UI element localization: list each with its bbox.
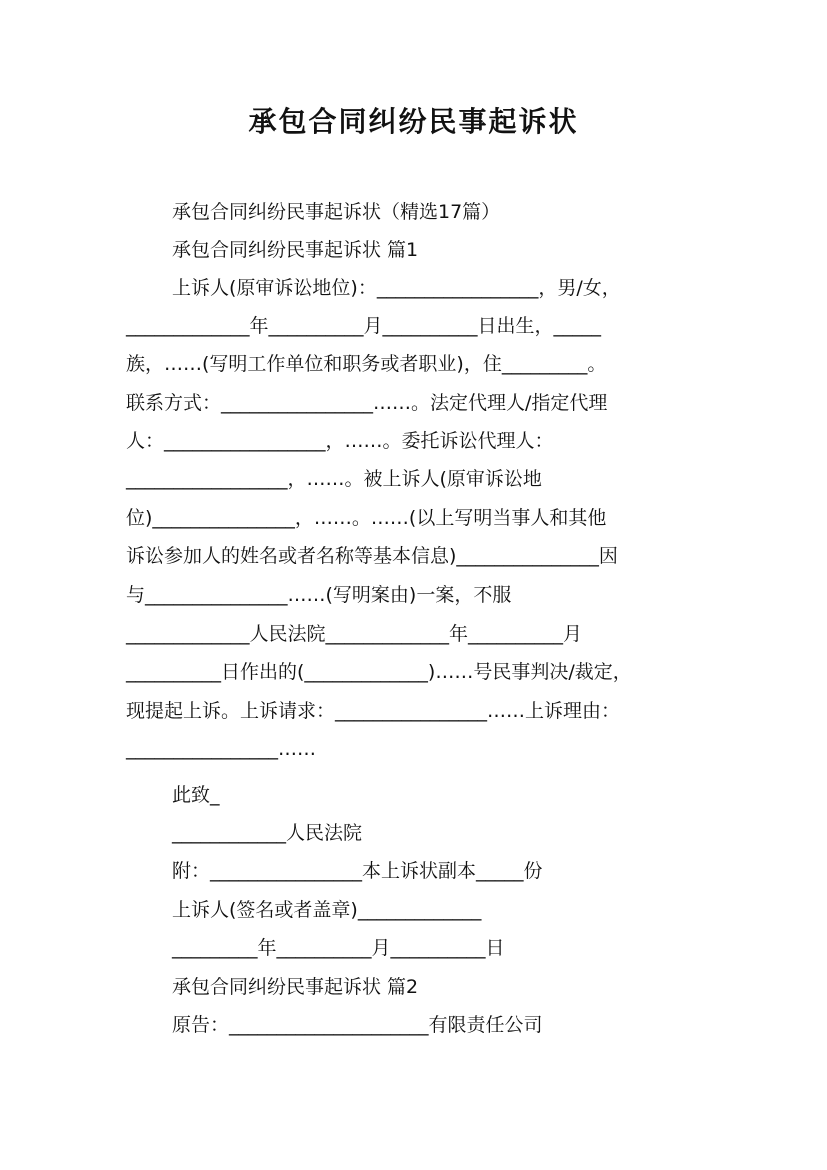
doc-line: 上诉人(原审诉讼地位)：_________________，男/女， [172,277,621,299]
doc-line: 承包合同纠纷民事起诉状（精选17篇） [172,201,501,223]
doc-line: 原告：_____________________有限责任公司 [172,1014,543,1036]
doc-line: _____________年__________月__________日出生，_____ [126,315,602,337]
doc-line: 上诉人(签名或者盖章)_____________ [172,899,482,921]
doc-line: 此致_ [172,784,220,806]
doc-line: _________年__________月__________日 [172,937,505,959]
doc-line: __________日作出的(_____________)……号民事判决/裁定， [126,661,632,683]
doc-line: 承包合同纠纷民事起诉状 篇1 [172,239,419,261]
doc-line: _____________人民法院_____________年__________月 [126,623,583,645]
doc-line: 与_______________……(写明案由)一案，不服 [126,584,512,606]
doc-line: 人：_________________，……。委托诉讼代理人： [126,430,554,452]
doc-line: 现提起上诉。上诉请求：________________……上诉理由： [126,700,621,722]
doc-line: 诉讼参加人的姓名或者名称等基本信息)_______________因 [126,545,618,567]
doc-line: 附：________________本上诉状副本_____份 [172,860,543,882]
doc-line: 联系方式：________________……。法定代理人/指定代理 [126,392,608,414]
doc-line: _________________，……。被上诉人(原审诉讼地 [126,468,542,490]
doc-line: 位)_______________，……。……(以上写明当事人和其他 [126,507,607,529]
doc-line: 族，……(写明工作单位和职务或者职业)，住_________。 [126,353,607,375]
document-title: 承包合同纠纷民事起诉状 [248,105,579,138]
doc-line: 承包合同纠纷民事起诉状 篇2 [172,976,419,998]
doc-line: ________________…… [126,738,316,760]
doc-line: ____________人民法院 [172,822,363,844]
